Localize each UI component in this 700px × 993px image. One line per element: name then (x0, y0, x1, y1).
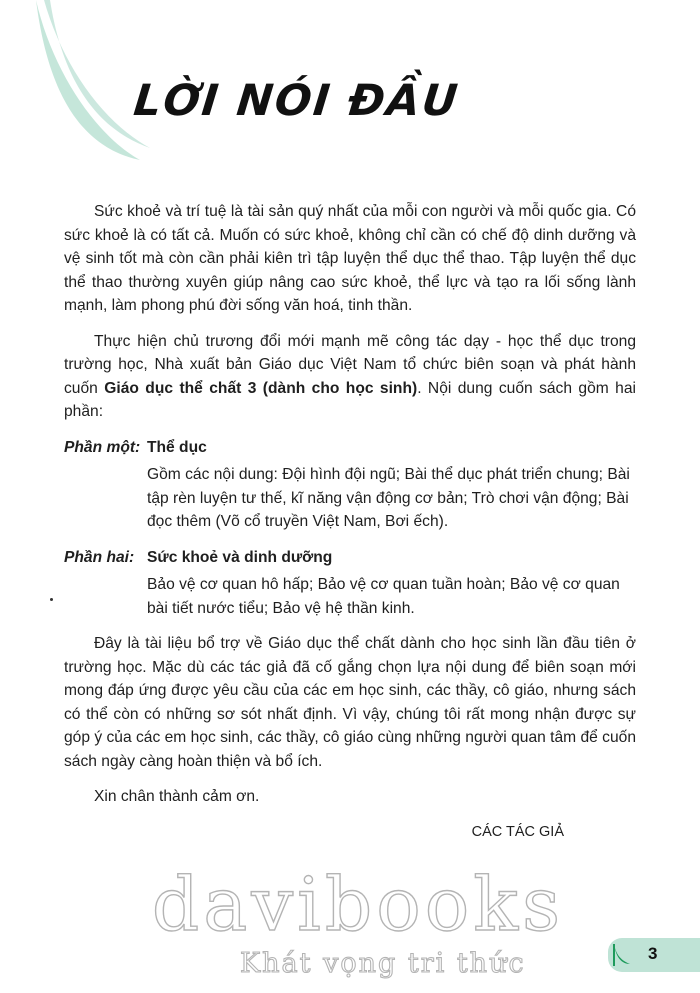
section-part-one-heading (64, 436, 636, 460)
section-label: Phần một: (64, 438, 141, 456)
section-content: Bảo vệ cơ quan hô hấp; Bảo vệ cơ quan tuần hoàn; Bảo vệ cơ quan bài tiết nước tiểu; Bảo vệ hệ thần kinh. (147, 576, 620, 617)
section-part-one (64, 436, 636, 534)
signature: CÁC TÁC GIẢ (471, 823, 564, 840)
implementation-text-after: . Nội dung cuốn sách gồm hai phần: (64, 379, 636, 420)
section-title: Thể dục (147, 438, 207, 456)
preface-body (64, 200, 636, 844)
intro-paragraph: Sức khoẻ và trí tuệ là tài sản quý nhất của mỗi con người và mỗi quốc gia. Có sức khoẻ là có tất cả. Muốn có sức khoẻ, không chỉ cần có chế độ dinh dưỡng và vệ sinh tốt mà còn cần phải kiên trì tập luyện thể dục thể thao. Tập luyện thể dục thể thao thường xuyên giúp nâng cao sức khoẻ, thể lực và tạo ra lối sống lành mạnh, làm phong phú đời sống văn hoá, tinh thần. (64, 203, 636, 314)
section-title: Sức khoẻ và dinh dưỡng (147, 548, 333, 566)
section-label: Phần hai: (64, 548, 135, 566)
watermark-tagline: Khát vọng tri thức (240, 948, 526, 979)
page-number: 3 (648, 944, 658, 963)
section-part-two (64, 546, 636, 621)
implementation-paragraph (64, 330, 636, 424)
implementation-text-before: Thực hiện chủ trương đổi mới mạnh mẽ công tác dạy - học thể dục trong trường học, Nhà xuất bản Giáo dục Việt Nam tổ chức biên soạn và phát hành cuốn (64, 332, 636, 397)
leaf-icon (610, 942, 634, 968)
closing-paragraph: Đây là tài liệu bổ trợ về Giáo dục thể chất dành cho học sinh lần đầu tiên ở trường học. Mặc dù các tác giả đã cố gắng chọn lựa nội dung để biên soạn mới mong đáp ứng được yêu cầu của các em học sinh, các thầy, cô giáo, nhưng sách có thể còn có những sơ sót nhất định. Vì vậy, chúng tôi rất mong nhận được sự góp ý của các em học sinh, các thầy, cô giáo cùng những người quan tâm để cuốn sách ngày càng hoàn thiện và bổ ích. (64, 635, 636, 770)
section-content: Gồm các nội dung: Đội hình đội ngũ; Bài thể dục phát triển chung; Bài tập rèn luyện tư thế, kĩ năng vận động cơ bản; Trò chơi vận động; Bài đọc thêm (Võ cổ truyền Việt Nam, Bơi ếch). (147, 466, 630, 530)
watermark-brand: davibooks (151, 862, 565, 948)
page-title: LỜI NÓI ĐẦU (131, 76, 462, 126)
section-part-two-heading (64, 546, 636, 570)
thanks-line: Xin chân thành cảm ơn. (94, 788, 260, 805)
stray-mark (50, 598, 53, 601)
book-title: Giáo dục thể chất 3 (dành cho học sinh) (104, 379, 418, 397)
page-number-tab (608, 938, 700, 972)
